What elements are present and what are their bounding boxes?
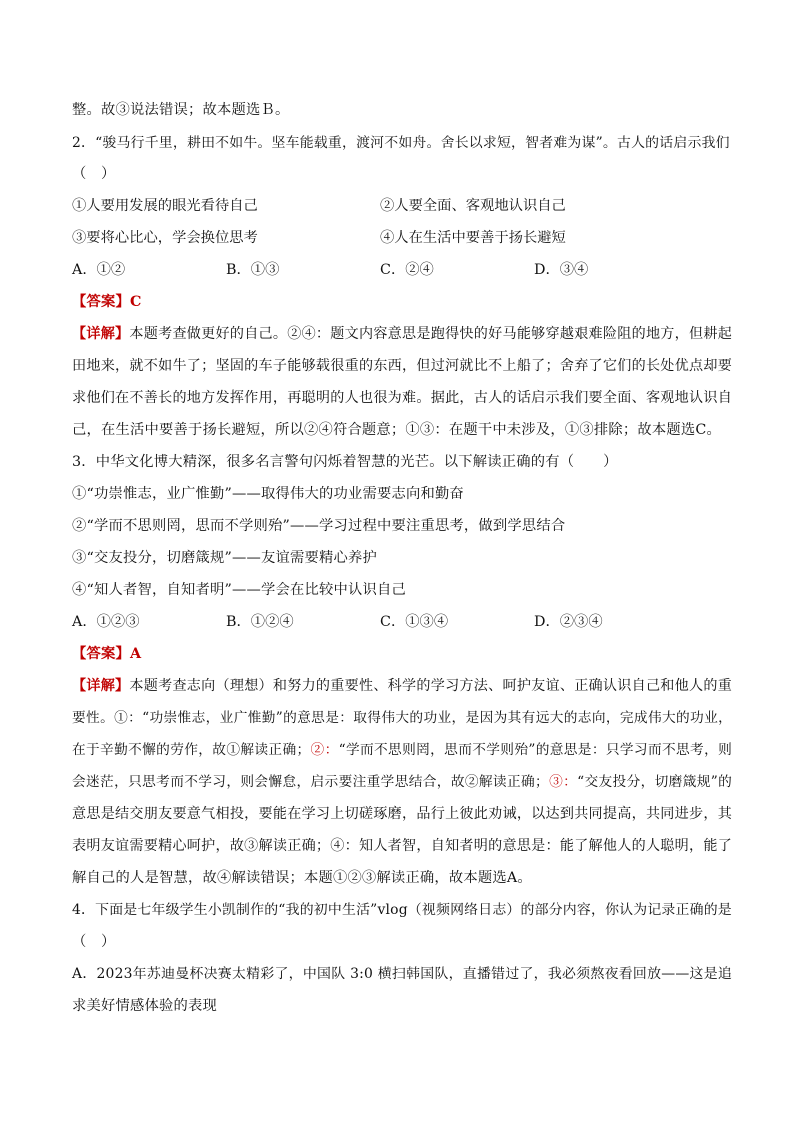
q3-stem: 3．中华文化博大精深，很多名言警句闪烁着智慧的光芒。以下解读正确的有（ ） <box>72 454 618 470</box>
q4-option-a-line-2: 求美好情感体验的表现 <box>72 998 217 1014</box>
q3-answer-line <box>72 644 732 664</box>
q2-statement-3: ③要将心比心，学会换位思考 <box>72 230 258 246</box>
q4-stem-line-2: （ ） <box>72 934 116 950</box>
q2-option-b: B．①③ <box>226 262 280 278</box>
q3-detail-line-7: 解自己的人是智慧，故④解读错误；本题①②③解读正确，故本题选A。 <box>72 870 532 886</box>
q3-answer-value: A <box>130 646 142 662</box>
q2-option-c: C．②④ <box>380 262 434 278</box>
prev-answer-ending: 整。故③说法错误；故本题选Ｂ。 <box>72 102 290 118</box>
q2-statement-2: ②人要全面、客观地认识自己 <box>380 198 566 214</box>
q3-detail-line-4 <box>72 772 732 792</box>
answer-tag: 【答案】 <box>72 646 130 662</box>
q3-statement-1: ①“功崇惟志，业广惟勤”——取得伟大的功业需要志向和勤奋 <box>72 486 464 502</box>
q2-stem-line-2: （ ） <box>72 166 116 182</box>
q3-detail-3a: 在于辛勤不懈的劳作，故①解读正确； <box>72 742 311 758</box>
detail-tag: 【详解】 <box>72 678 130 694</box>
q3-detail-line-3 <box>72 740 732 760</box>
q2-statement-1: ①人要用发展的眼光看待自己 <box>72 198 258 214</box>
q4-option-a-line-1: A．2023年苏迪曼杯决赛太精彩了，中国队 3:0 横扫韩国队，直播错过了，我必须熬夜看回放——这是追 <box>72 966 732 982</box>
q4-stem-line-1: 4．下面是七年级学生小凯制作的“我的初中生活”vlog（视频网络日志）的部分内容，你认为记录正确的是 <box>72 902 732 918</box>
q3-statement-2: ②“学而不思则罔，思而不学则殆”——学习过程中要注重思考，做到学思结合 <box>72 518 566 534</box>
q3-detail-4b: ③： <box>548 774 578 790</box>
q2-option-a: A．①② <box>72 262 126 278</box>
q2-stem-line-1: 2．“骏马行千里，耕田不如牛。坚车能载重，渡河不如舟。舍长以求短，智者难为谋”。古人的话启示我们 <box>72 135 730 151</box>
q2-answer-line <box>72 292 732 312</box>
q3-option-a: A．①②③ <box>72 614 140 630</box>
q2-detail-line-4: 己，在生活中要善于扬长避短，所以②④符合题意；①③：在题干中未涉及，①③排除；故本题选C。 <box>72 422 721 438</box>
q3-statement-4: ④“知人者智，自知者明”——学会在比较中认识自己 <box>72 582 406 598</box>
q2-answer-value: C <box>130 294 142 310</box>
q3-detail-line-6: 表明友谊需要精心呵护，故③解读正确；④：知人者智，自知者明的意思是：能了解他人的人聪明，能了 <box>72 838 732 854</box>
q3-statement-3: ③“交友投分，切磨箴规”——友谊需要精心养护 <box>72 550 377 566</box>
q2-option-d: D．③④ <box>534 262 589 278</box>
q2-detail-text-1: 本题考查做更好的自己。②④：题文内容意思是跑得快的好马能够穿越艰难险阻的地方，但耕起 <box>129 326 732 342</box>
detail-tag: 【详解】 <box>72 326 130 342</box>
q3-option-d: D．②③④ <box>534 614 603 630</box>
q2-detail-line-1 <box>72 324 732 344</box>
q3-detail-text-1: 本题考查志向（理想）和努力的重要性、科学的学习方法、呵护友谊、正确认识自己和他人的重 <box>129 678 732 694</box>
q2-detail-line-2: 田地来，就不如牛了；坚固的车子能够载很重的东西，但过河就比不上船了；舍弃了它们的长处优点却要 <box>72 358 732 374</box>
q2-statement-4: ④人在生活中要善于扬长避短 <box>380 230 566 246</box>
q3-option-b: B．①②④ <box>226 614 294 630</box>
q3-detail-3c: “学而不思则罔，思而不学则殆”的意思是：只学习而不思考，则 <box>338 742 732 758</box>
q3-detail-4c: “交友投分，切磨箴规”的 <box>577 774 732 790</box>
q3-detail-3b: ②： <box>310 742 339 758</box>
q3-option-c: C．①③④ <box>380 614 449 630</box>
q3-detail-line-1 <box>72 676 732 696</box>
q3-detail-line-5: 意思是结交朋友要意气相投，要能在学习上切磋琢磨，品行上彼此劝诫，以达到共同提高，共同进步，其 <box>72 806 732 822</box>
answer-tag: 【答案】 <box>72 294 130 310</box>
q3-detail-line-2: 要性。①：“功崇惟志，业广惟勤”的意思是：取得伟大的功业，是因为其有远大的志向，完成伟大的功业， <box>72 710 732 726</box>
q2-detail-line-3: 求他们在不善长的地方发挥作用，再聪明的人也很为难。据此，古人的话启示我们要全面、客观地认识自 <box>72 390 732 406</box>
q3-detail-4a: 会迷茫，只思考而不学习，则会懈怠，启示要注重学思结合，故②解读正确； <box>72 774 549 790</box>
